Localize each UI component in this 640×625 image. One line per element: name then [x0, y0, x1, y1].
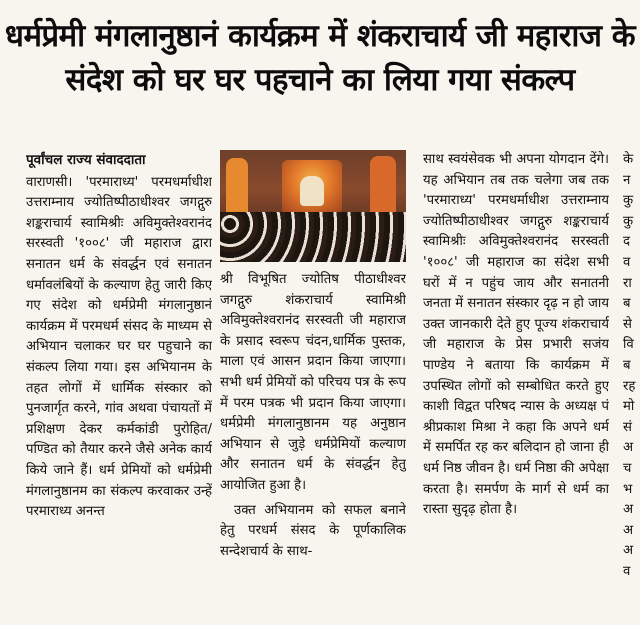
column-4-fragment: व: [623, 563, 631, 579]
headline: [0, 14, 640, 102]
headline-line-1: धर्मप्रेमी मंगलानुष्ठानं कार्यक्रम में शंकराचार्य जी महाराज के: [4, 18, 636, 54]
photo-seated-figure: [300, 176, 324, 206]
column-4-fragment: सं: [623, 419, 632, 435]
column-4-fragment: मो: [623, 399, 635, 415]
column-4-fragment: रा: [623, 275, 632, 291]
event-photo: [220, 150, 406, 262]
column-4-fragments: के: [623, 152, 634, 167]
column-4-fragment: द: [623, 234, 631, 250]
column-4-fragment: ब: [623, 296, 631, 312]
column-1-text: वाराणसी। 'परमाराध्य' परमधर्माधीश उत्तराम्नाय ज्योतिष्पीठाधीश्वर जगद्गुरु शङ्कराचार्य स्वामिश्रीः अविमुक्तेश्वरानंद सरस्वती '१००८' जी महाराज द्वारा सनातन धर्म के संवर्द्धन एवं सनातन धर्मावलंबियों के कल्याण हेतु जारी किए गए संदेश को धर्मप्रेमी मंगलानुष्ठानं कार्यक्रम में परमधर्म संसद के माध्यम से अभियान चलाकर घर घर पहुचाने का संकल्प लिया गया। इस अभियानम के तहत लोगों में धार्मिक संस्कार को पुनजार्गृत करने, गांव अथवा पंचायतों में प्रशिक्षण देकर कर्मकांडी पुरोहित/पण्डित को तैयार करने जैसे अनेक कार्य किये जाने हैं। धर्म प्रेमियों को धर्मप्रेमी मंगलानुष्ठानम का संकल्प करवाकर उन्हें परमाराध्य अनन्त: [26, 174, 212, 520]
photo-figure-right: [370, 156, 396, 220]
photo-figure-left: [226, 158, 248, 218]
column-4-fragment: अ: [623, 522, 634, 538]
article-column-1: [26, 150, 212, 620]
column-4-fragment: भ: [623, 481, 633, 497]
column-4-fragment: कु: [623, 213, 634, 229]
column-4-fragment: से: [623, 316, 632, 332]
article-column-3: [423, 150, 609, 620]
column-2-paragraph-2: उक्त अभियानम को सफल बनाने हेतु परधर्म संसद के पूर्णकालिक सन्देशचार्य के साथ-: [220, 502, 406, 559]
column-2-paragraph-1: श्री विभूषित ज्योतिष पीठाधीश्वर जगद्गुरु शंकराचार्य स्वामिश्री अविमुक्तेश्वरानंद सरस्वती जी महाराज के प्रसाद स्वरूप चंदन,धार्मिक पुस्तक, माला एवं आसन प्रदान किया जाएगा। सभी धर्म प्रेमियों को परिचय पत्र के रूप में परम पत्रक भी प्रदान किया जाएगा। धर्मप्रेमी मंगलानुष्ठानम यह अनुष्ठान अभियान से जुड़े धर्मप्रेमियों कल्याण और सनातन धर्म के संवर्द्धन हेतु आयोजित हुआ है।: [220, 272, 406, 493]
column-4-fragment: अ: [623, 440, 634, 456]
photo-crowd: [220, 212, 406, 262]
column-4-fragment: वि: [623, 337, 634, 353]
article-column-4-cut: [623, 150, 640, 620]
column-4-fragment: च: [623, 460, 632, 476]
column-4-fragment: ब: [623, 357, 631, 373]
column-3-text: साथ स्वयंसेवक भी अपना योगदान देंगे। यह अभियान तब तक चलेगा जब तक 'परमाराध्य' परमधर्माधीश उत्तराम्नाय ज्योतिष्पीठाधीश्वर जगद्गुरु शङ्कराचार्य स्वामिश्रीः अविमुक्तेश्वरानंद सरस्वती '१००८' जी महाराज का संदेश सभी घरों में न पहुंच जाय और सनातनी जनता में सनातन संस्कार दृढ़ न हो जाय उक्त जानकारी देते हुए पूज्य शंकराचार्य जी महाराज के प्रेस प्रभारी सजंय पाण्डेय ने बताया कि कार्यक्रम में उपस्थित लोगों को सम्बोधित करते हुए काशी विद्वत परिषद न्यास के अध्यक्ष पं श्रीप्रकाश मिश्रा ने कहा कि अपने धर्म में समर्पित रह कर बलिदान हो जाना ही धर्म निष्ठ जीवन है। धर्म निष्ठा की अपेक्षा करता है। समर्पण के मार्ग से धर्म का रास्ता सुदृढ़ होता है।: [423, 152, 609, 518]
byline: पूर्वांचल राज्य संवाददाता: [26, 152, 146, 168]
column-4-fragment: कु: [623, 193, 634, 209]
article-column-2: [220, 270, 406, 615]
column-4-fragment: रह: [623, 378, 636, 394]
column-4-fragment: व: [623, 254, 631, 270]
headline-line-2: संदेश को घर घर पहचाने का लिया गया संकल्प: [65, 62, 575, 98]
column-4-fragment: अ: [623, 543, 634, 559]
column-4-fragment: अ: [623, 502, 634, 518]
column-4-fragment: न: [623, 172, 631, 188]
